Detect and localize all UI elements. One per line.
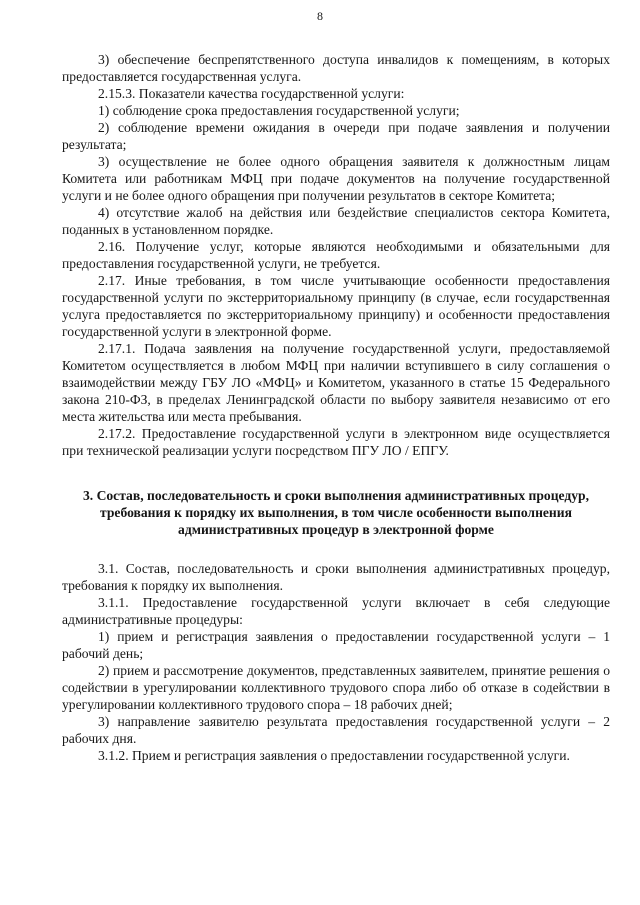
document-body [62, 51, 610, 764]
quality-item-3: 3) осуществление не более одного обращения заявителя к должностным лицам Комитета или работникам МФЦ при подаче документов на получение государственной услуги и не более одного обращения при получении результатов в секторе Комитета; [62, 154, 610, 203]
paragraph-2-17-1: 2.17.1. Подача заявления на получение государственной услуги, предоставляемой Комитетом осуществляется в любом МФЦ при наличии вступившего в силу соглашения о взаимодействии между ГБУ ЛО «МФЦ» и Комитетом, указанного в статье 15 Федерального закона 210-ФЗ, в пределах Ленинградской области по выбору заявителя независимо от его места жительства или места пребывания. [62, 341, 610, 424]
paragraph-2-15-3: 2.15.3. Показатели качества государственной услуги: [98, 86, 405, 101]
paragraph-3-1-1: 3.1.1. Предоставление государственной услуги включает в себя следующие административные процедуры: [62, 595, 610, 627]
paragraph-3-1-2: 3.1.2. Прием и регистрация заявления о предоставлении государственной услуги. [98, 748, 570, 763]
procedure-item-1: 1) прием и регистрация заявления о предоставлении государственной услуги – 1 рабочий день; [62, 629, 610, 661]
paragraph-3-1: 3.1. Состав, последовательность и сроки выполнения административных процедур, требования к порядку их выполнения. [62, 561, 610, 593]
procedure-item-2: 2) прием и рассмотрение документов, представленных заявителем, принятие решения о содействии в урегулировании коллективного трудового спора либо об отказе в содействии в урегулировании коллективного трудового спора – 18 рабочих дней; [62, 663, 610, 712]
quality-item-4: 4) отсутствие жалоб на действия или бездействие специалистов сектора Комитета, поданных в установленном порядке. [62, 205, 610, 237]
quality-item-1: 1) соблюдение срока предоставления государственной услуги; [98, 103, 460, 118]
quality-item-2: 2) соблюдение времени ожидания в очереди при подаче заявления и получении результата; [62, 120, 610, 152]
paragraph-2-17: 2.17. Иные требования, в том числе учитывающие особенности предоставления государственной услуги по экстерриториальному принципу (в случае, если государственная услуга предоставляется по экстерриториальному принципу) и особенности предоставления государственной услуги в электронной форме. [62, 273, 610, 339]
paragraph-2-17-2: 2.17.2. Предоставление государственной услуги в электронном виде осуществляется при технической реализации услуги посредством ПГУ ЛО / ЕПГУ. [62, 426, 610, 458]
section-3-heading: 3. Состав, последовательность и сроки выполнения административных процедур, требования к порядку их выполнения, в том числе особенности выполнения административных процедур в электронной форме [82, 488, 590, 537]
procedure-item-3: 3) направление заявителю результата предоставления государственной услуги – 2 рабочих дня. [62, 714, 610, 746]
paragraph-accessibility-item-3: 3) обеспечение беспрепятственного доступа инвалидов к помещениям, в которых предоставляется государственная услуга. [62, 52, 610, 84]
page-number: 8 [317, 9, 323, 23]
paragraph-2-16: 2.16. Получение услуг, которые являются необходимыми и обязательными для предоставления государственной услуги, не требуется. [62, 239, 610, 271]
